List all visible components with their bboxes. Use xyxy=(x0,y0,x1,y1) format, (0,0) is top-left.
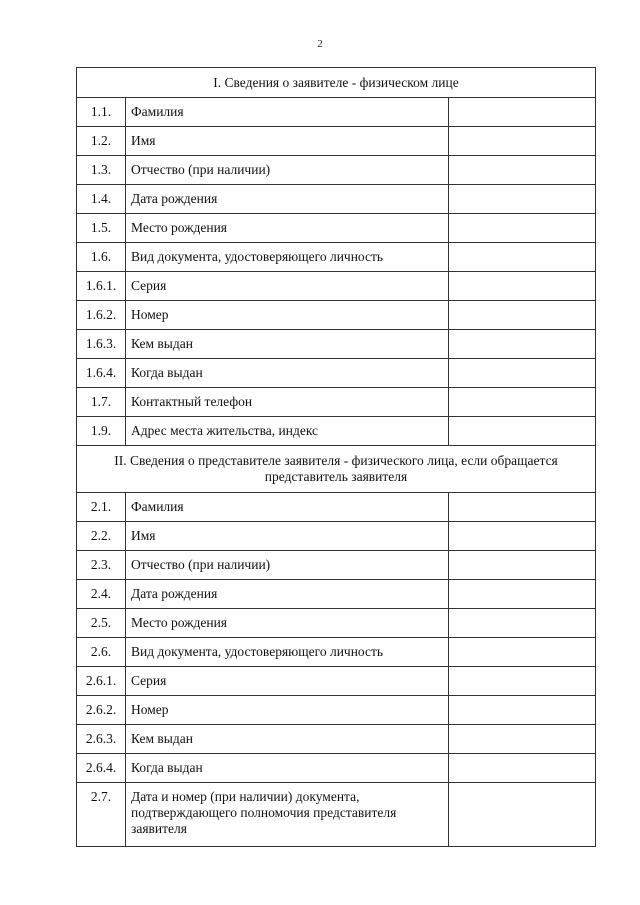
field-value[interactable] xyxy=(449,185,596,214)
field-label: Серия xyxy=(126,667,449,696)
row-number: 1.6.3. xyxy=(77,330,126,359)
row-number: 2.6.2. xyxy=(77,696,126,725)
form-row xyxy=(77,98,596,127)
field-value[interactable] xyxy=(449,243,596,272)
field-label: Кем выдан xyxy=(126,330,449,359)
page-number: 2 xyxy=(317,38,323,50)
field-label: Кем выдан xyxy=(126,725,449,754)
field-value[interactable] xyxy=(449,388,596,417)
field-value[interactable] xyxy=(449,725,596,754)
form-row xyxy=(77,522,596,551)
form-row xyxy=(77,243,596,272)
field-value[interactable] xyxy=(449,493,596,522)
form-row xyxy=(77,156,596,185)
form-row xyxy=(77,272,596,301)
field-label: Дата и номер (при наличии) документа, подтверждающего полномочия представителя заявителя xyxy=(126,783,449,847)
section-header-representative xyxy=(77,446,596,493)
section-title: II. Сведения о представителе заявителя - физического лица, если обращается представитель заявителя xyxy=(77,446,596,493)
field-value[interactable] xyxy=(449,98,596,127)
field-label: Номер xyxy=(126,301,449,330)
field-label: Отчество (при наличии) xyxy=(126,551,449,580)
field-label: Фамилия xyxy=(126,98,449,127)
field-value[interactable] xyxy=(449,301,596,330)
field-value[interactable] xyxy=(449,580,596,609)
row-number: 1.4. xyxy=(77,185,126,214)
form-row xyxy=(77,417,596,446)
applicant-form-table xyxy=(76,67,596,847)
row-number: 1.9. xyxy=(77,417,126,446)
field-label: Место рождения xyxy=(126,609,449,638)
form-row xyxy=(77,127,596,156)
form-row xyxy=(77,493,596,522)
row-number: 2.5. xyxy=(77,609,126,638)
field-label: Фамилия xyxy=(126,493,449,522)
form-row xyxy=(77,696,596,725)
section-title: I. Сведения о заявителе - физическом лице xyxy=(77,68,596,98)
field-value[interactable] xyxy=(449,522,596,551)
form-row xyxy=(77,667,596,696)
row-number: 2.2. xyxy=(77,522,126,551)
field-label: Дата рождения xyxy=(126,185,449,214)
field-value[interactable] xyxy=(449,638,596,667)
form-row xyxy=(77,301,596,330)
field-value[interactable] xyxy=(449,127,596,156)
field-value[interactable] xyxy=(449,609,596,638)
row-number: 2.6.3. xyxy=(77,725,126,754)
row-number: 2.7. xyxy=(77,783,126,847)
row-number: 1.3. xyxy=(77,156,126,185)
row-number: 1.6.2. xyxy=(77,301,126,330)
field-label: Место рождения xyxy=(126,214,449,243)
form-row xyxy=(77,388,596,417)
form-row xyxy=(77,330,596,359)
field-value[interactable] xyxy=(449,359,596,388)
section-header-applicant xyxy=(77,68,596,98)
field-value[interactable] xyxy=(449,156,596,185)
row-number: 1.5. xyxy=(77,214,126,243)
row-number: 2.3. xyxy=(77,551,126,580)
form-row xyxy=(77,609,596,638)
field-label: Вид документа, удостоверяющего личность xyxy=(126,243,449,272)
field-label: Имя xyxy=(126,522,449,551)
field-value[interactable] xyxy=(449,667,596,696)
field-value[interactable] xyxy=(449,272,596,301)
form-row xyxy=(77,725,596,754)
field-label: Имя xyxy=(126,127,449,156)
field-label: Номер xyxy=(126,696,449,725)
form-row xyxy=(77,783,596,847)
field-value[interactable] xyxy=(449,754,596,783)
form-row xyxy=(77,359,596,388)
form-row xyxy=(77,551,596,580)
form-row xyxy=(77,214,596,243)
field-label: Вид документа, удостоверяющего личность xyxy=(126,638,449,667)
form-row xyxy=(77,580,596,609)
row-number: 1.6. xyxy=(77,243,126,272)
field-label: Контактный телефон xyxy=(126,388,449,417)
field-value[interactable] xyxy=(449,696,596,725)
row-number: 2.6. xyxy=(77,638,126,667)
field-value[interactable] xyxy=(449,330,596,359)
row-number: 2.6.4. xyxy=(77,754,126,783)
form-row xyxy=(77,754,596,783)
field-value[interactable] xyxy=(449,417,596,446)
field-label: Когда выдан xyxy=(126,359,449,388)
field-value[interactable] xyxy=(449,214,596,243)
row-number: 1.2. xyxy=(77,127,126,156)
row-number: 1.7. xyxy=(77,388,126,417)
form-row xyxy=(77,185,596,214)
row-number: 1.1. xyxy=(77,98,126,127)
field-value[interactable] xyxy=(449,551,596,580)
field-label: Адрес места жительства, индекс xyxy=(126,417,449,446)
row-number: 2.4. xyxy=(77,580,126,609)
field-label: Отчество (при наличии) xyxy=(126,156,449,185)
field-label: Серия xyxy=(126,272,449,301)
field-label: Когда выдан xyxy=(126,754,449,783)
form-row xyxy=(77,638,596,667)
row-number: 2.6.1. xyxy=(77,667,126,696)
row-number: 2.1. xyxy=(77,493,126,522)
row-number: 1.6.1. xyxy=(77,272,126,301)
field-label: Дата рождения xyxy=(126,580,449,609)
row-number: 1.6.4. xyxy=(77,359,126,388)
field-value[interactable] xyxy=(449,783,596,847)
